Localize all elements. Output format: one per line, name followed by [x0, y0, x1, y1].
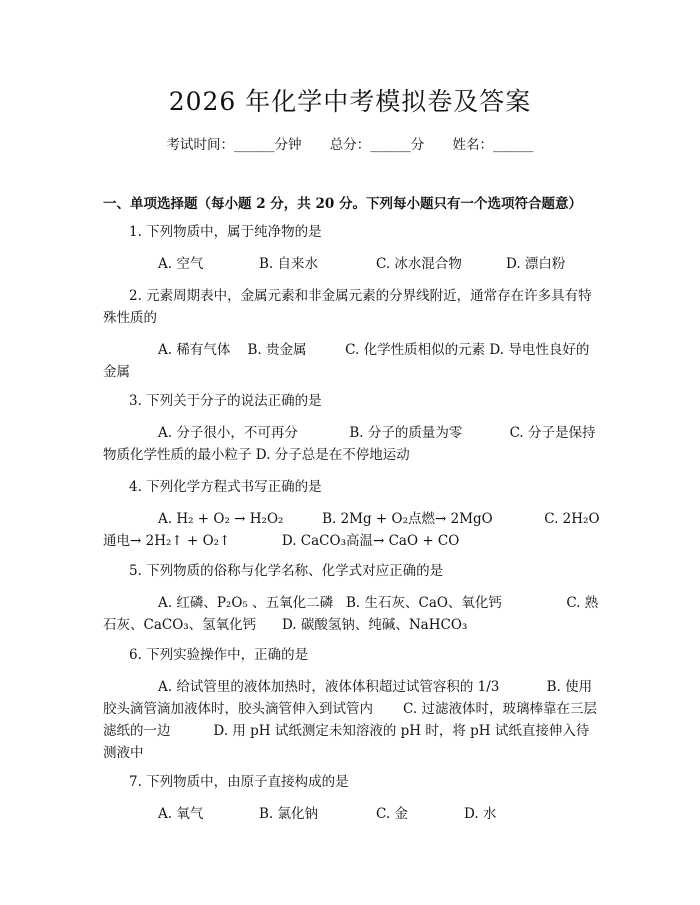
option-block [103, 592, 601, 636]
option-block [103, 508, 601, 552]
question-stem: 6. 下列实验操作中，正确的是 [129, 647, 309, 663]
question-4 [103, 476, 601, 552]
question-2 [103, 285, 601, 383]
option-d: D. 碳酸氢钠、纯碱、NaHCO₃ [281, 617, 468, 633]
option-d: D. CaCO₃高温→ CaO + CO [281, 533, 460, 549]
option-c: C. 分子是保持物质化学性质的最小粒子 [103, 425, 596, 463]
option-block [103, 422, 601, 466]
option-a: A. 氧气 [158, 806, 204, 822]
exam-info-line [0, 133, 700, 153]
question-stem: 7. 下列物质中，由原子直接构成的是 [129, 774, 349, 790]
option-row [103, 803, 601, 825]
question-7 [103, 771, 601, 825]
option-c: C. 金 [376, 806, 408, 822]
option-block [103, 339, 601, 383]
option-d: D. 分子总是在不停地运动 [255, 447, 410, 463]
question-1 [103, 221, 601, 275]
option-b: B. 分子的质量为零 [349, 425, 463, 441]
question-3 [103, 390, 601, 466]
option-b: B. 氯化钠 [259, 806, 319, 822]
question-stem: 2. 元素周期表中，金属元素和非金属元素的分界线附近，通常存在许多具有特殊性质的 [103, 288, 592, 326]
option-a: A. 分子很小，不可再分 [158, 425, 298, 441]
question-stem: 4. 下列化学方程式书写正确的是 [129, 479, 322, 495]
question-stem: 1. 下列物质中，属于纯净物的是 [129, 224, 322, 240]
option-d: D. 用 pH 试纸测定未知溶液的 pH 时，将 pH 试纸直接伸入待测液中 [103, 723, 590, 761]
option-c: C. 2H₂O 通电→ 2H₂↑ + O₂↑ [103, 511, 600, 549]
exam-name: 姓名：______ [452, 137, 534, 153]
option-d: D. 水 [464, 806, 497, 822]
page-title: 2026 年化学中考模拟卷及答案 [168, 87, 532, 116]
question-stem: 3. 下列关于分子的说法正确的是 [129, 393, 322, 409]
option-b: B. 使用胶头滴管滴加液体时，胶头滴管伸入到试管内 [103, 679, 593, 717]
option-a: A. 空气 [158, 256, 204, 272]
option-block [103, 676, 601, 764]
section-heading: 一、单项选择题（每小题 2 分，共 20 分。下列每小题只有一个选项符合题意） [103, 196, 582, 212]
option-a: A. 给试管里的液体加热时，液体体积超过试管容积的 1/3 [158, 679, 500, 695]
question-stem: 5. 下列物质的俗称与化学名称、化学式对应正确的是 [129, 563, 444, 579]
option-a: A. 稀有气体 [158, 342, 231, 358]
exam-time: 考试时间：______分钟 [166, 137, 302, 153]
option-d: D. 漂白粉 [506, 256, 566, 272]
option-c: C. 过滤液体时，玻璃棒靠在三层滤纸的一边 [103, 701, 597, 739]
question-6 [103, 644, 601, 764]
option-b: B. 自来水 [259, 256, 319, 272]
option-c: C. 冰水混合物 [376, 256, 462, 272]
exam-total-score: 总分：______分 [329, 137, 425, 153]
option-a: A. H₂ + O₂ → H₂O₂ [158, 511, 284, 527]
option-b: B. 2Mg + O₂点燃→ 2MgO [322, 511, 493, 527]
option-a: A. 红磷、P₂O₅ 、五氧化二磷 [158, 595, 334, 611]
option-row [103, 253, 601, 275]
option-b: B. 生石灰、CaO、氧化钙 [345, 595, 502, 611]
option-c: C. 熟石灰、CaCO₃、氢氧化钙 [103, 595, 599, 633]
question-5 [103, 560, 601, 636]
option-b: B. 贵金属 [247, 342, 307, 358]
option-d: D. 导电性良好的金属 [103, 342, 590, 380]
option-c: C. 化学性质相似的元素 [345, 342, 486, 358]
